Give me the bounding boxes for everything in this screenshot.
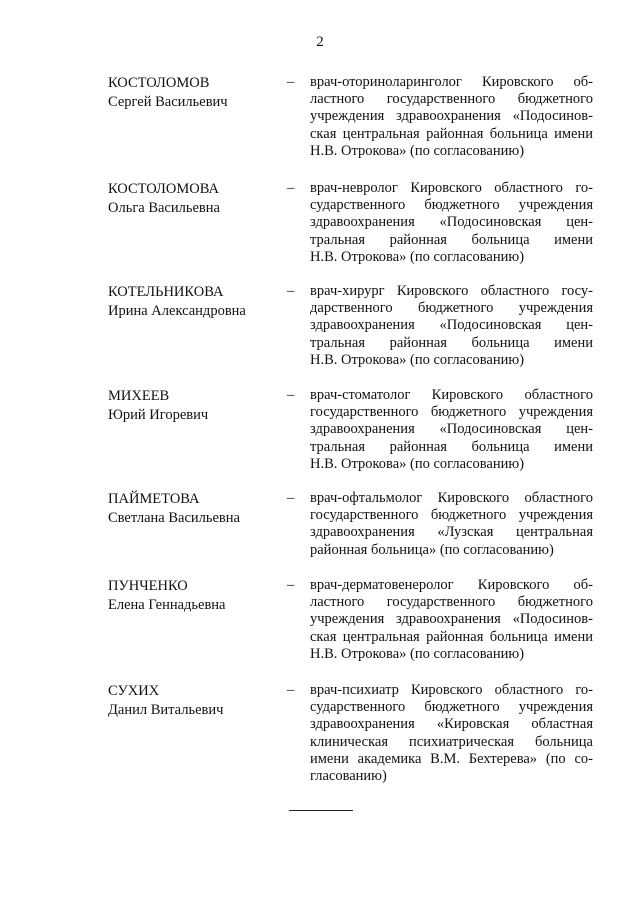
member-name <box>108 74 283 112</box>
position-line: сударственного бюджетного учреждения <box>310 197 593 214</box>
position-line: ская центральная районная больница имени <box>310 628 593 645</box>
position-line: врач-хирург Кировского областного госу- <box>310 283 593 299</box>
position-line: врач-офтальмолог Кировского областного <box>310 490 593 506</box>
position-line: здравоохранения «Лузская центральная <box>310 524 593 541</box>
member-surname: КОТЕЛЬНИКОВА <box>108 284 224 300</box>
position-line: Н.В. Отрокова» (по согласованию) <box>310 455 525 472</box>
member-given-name: Сергей Васильевич <box>108 94 228 110</box>
member-name <box>108 490 283 528</box>
member-position <box>310 577 593 663</box>
member-position <box>310 682 593 785</box>
member-surname: СУХИХ <box>108 683 160 699</box>
member-given-name: Светлана Васильевна <box>108 510 240 526</box>
position-line: учреждения здравоохранения «Подосинов- <box>310 108 593 125</box>
member-surname: КОСТОЛОМОВ <box>108 75 210 91</box>
position-line: районная больница» (по согласованию) <box>310 541 554 558</box>
dash-separator: – <box>287 387 295 403</box>
member-name <box>108 180 283 218</box>
position-line: имени академика В.М. Бехтерева» (по со- <box>310 750 593 767</box>
page-number: 2 <box>316 34 324 50</box>
member-position <box>310 490 593 559</box>
position-line: клиническая психиатрическая больница <box>310 733 593 750</box>
position-line: ластного государственного бюджетного <box>310 594 593 611</box>
dash-separator: – <box>287 490 295 506</box>
dash-separator: – <box>287 682 295 698</box>
member-surname: ПАЙМЕТОВА <box>108 491 200 507</box>
position-line: ластного государственного бюджетного <box>310 91 593 108</box>
member-given-name: Ольга Васильевна <box>108 200 220 216</box>
dash-separator: – <box>287 180 295 196</box>
position-line: врач-стоматолог Кировского областного <box>310 387 593 403</box>
position-line: учреждения здравоохранения «Подосинов- <box>310 611 593 628</box>
member-name <box>108 283 283 321</box>
member-position <box>310 74 593 160</box>
member-surname: ПУНЧЕНКО <box>108 578 188 594</box>
position-line: здравоохранения «Кировская областная <box>310 716 593 733</box>
position-line: врач-психиатр Кировского областного го- <box>310 682 593 698</box>
member-name <box>108 387 283 425</box>
position-line: Н.В. Отрокова» (по согласованию) <box>310 645 525 662</box>
position-line: врач-оториноларинголог Кировского об- <box>310 74 593 90</box>
position-line: ская центральная районная больница имени <box>310 125 593 142</box>
position-line: тральная районная больница имени <box>310 334 593 351</box>
position-line: Н.В. Отрокова» (по согласованию) <box>310 142 525 159</box>
dash-separator: – <box>287 577 295 593</box>
end-rule <box>289 810 353 811</box>
position-line: здравоохранения «Подосиновская цен- <box>310 421 593 438</box>
member-given-name: Елена Геннадьевна <box>108 597 226 613</box>
member-given-name: Данил Витальевич <box>108 702 224 718</box>
position-line: здравоохранения «Подосиновская цен- <box>310 214 593 231</box>
dash-separator: – <box>287 74 295 90</box>
position-line: сударственного бюджетного учреждения <box>310 699 593 716</box>
position-line: Н.В. Отрокова» (по согласованию) <box>310 351 525 368</box>
position-line: Н.В. Отрокова» (по согласованию) <box>310 248 525 265</box>
position-line: государственного бюджетного учреждения <box>310 404 593 421</box>
member-name <box>108 682 283 720</box>
member-surname: КОСТОЛОМОВА <box>108 181 219 197</box>
position-line: тральная районная больница имени <box>310 438 593 455</box>
member-position <box>310 283 593 369</box>
position-line: дарственного бюджетного учреждения <box>310 300 593 317</box>
member-surname: МИХЕЕВ <box>108 388 170 404</box>
position-line: государственного бюджетного учреждения <box>310 507 593 524</box>
member-given-name: Юрий Игоревич <box>108 407 209 423</box>
dash-separator: – <box>287 283 295 299</box>
member-position <box>310 387 593 473</box>
position-line: здравоохранения «Подосиновская цен- <box>310 317 593 334</box>
member-position <box>310 180 593 266</box>
position-line: врач-дерматовенеролог Кировского об- <box>310 577 593 593</box>
member-given-name: Ирина Александровна <box>108 303 246 319</box>
position-line: гласованию) <box>310 768 387 785</box>
member-name <box>108 577 283 615</box>
position-line: тральная районная больница имени <box>310 231 593 248</box>
position-line: врач-невролог Кировского областного го- <box>310 180 593 196</box>
